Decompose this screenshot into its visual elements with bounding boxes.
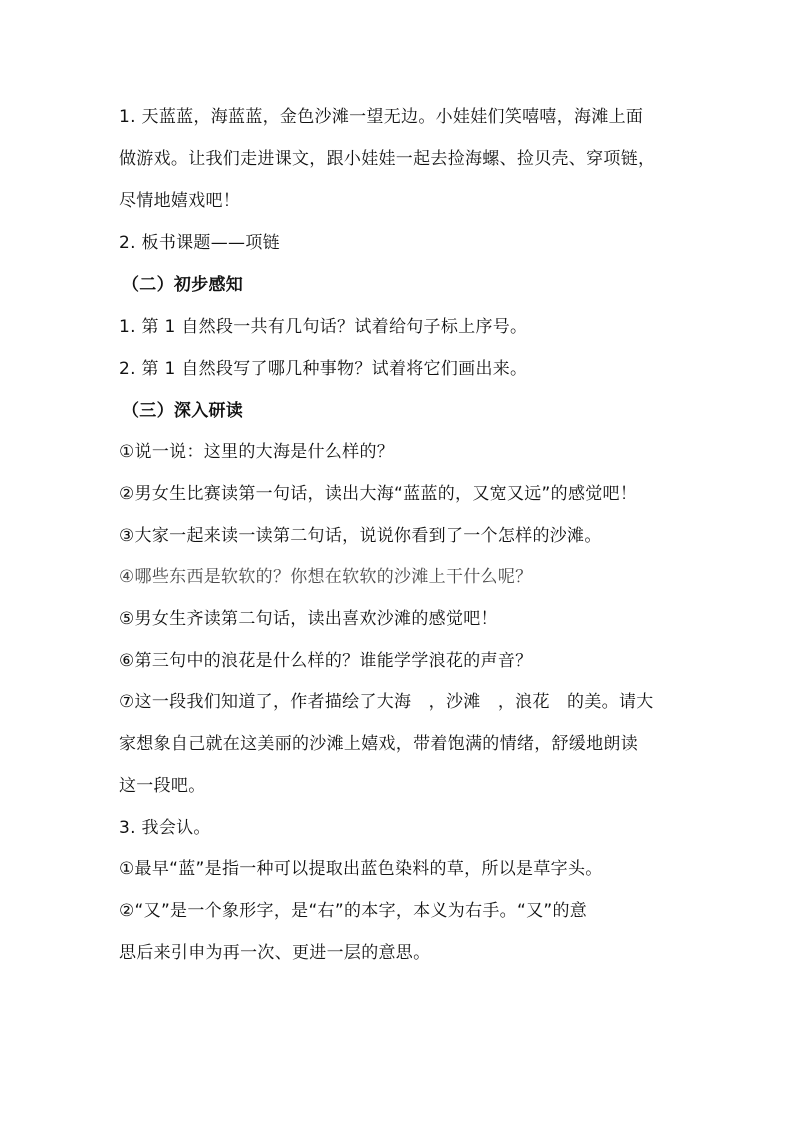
step-1-line: ①说一说：这里的大海是什么样的？ [119, 442, 395, 462]
question-line-1: 1. 第 1 自然段一共有几句话？试着给句子标上序号。 [119, 317, 528, 337]
step-6-line: ⑥第三句中的浪花是什么样的？谁能学学浪花的声音？ [119, 651, 533, 671]
recognize-heading-line: 3. 我会认。 [119, 818, 211, 838]
intro-paragraph-line-3: 尽情地嬉戏吧！ [119, 191, 241, 211]
recognize-item-2-line-2: 思后来引申为再一次、更进一层的意思。 [119, 943, 431, 963]
intro-paragraph-line-1: 1. 天蓝蓝，海蓝蓝，金色沙滩一望无边。小娃娃们笑嘻嘻，海滩上面 [119, 107, 644, 127]
step-7-line-1: ⑦这一段我们知道了，作者描绘了大海 ，沙滩 ，浪花 的美。请大 [119, 692, 654, 712]
intro-paragraph-line-2: 做游戏。让我们走进课文，跟小娃娃一起去捡海螺、捡贝壳、穿项链， [119, 149, 656, 169]
step-2-line: ②男女生比赛读第一句话，读出大海“蓝蓝的，又宽又远”的感觉吧！ [119, 484, 638, 504]
question-line-2: 2. 第 1 自然段写了哪几种事物？试着将它们画出来。 [119, 359, 528, 379]
step-7-line-3: 这一段吧。 [119, 776, 206, 796]
step-5-line: ⑤男女生齐读第二句话，读出喜欢沙滩的感觉吧！ [119, 609, 498, 629]
section-heading-initial-perception: （二）初步感知 [122, 275, 244, 295]
section-heading-deep-reading: （三）深入研读 [122, 401, 244, 421]
step-7-line-2: 家想象自己就在这美丽的沙滩上嬉戏，带着饱满的情绪，舒缓地朗读 [119, 734, 638, 754]
step-3-line: ③大家一起来读一读第二句话，说说你看到了一个怎样的沙滩。 [119, 526, 602, 546]
recognize-item-1-line: ①最早“蓝”是指一种可以提取出蓝色染料的草，所以是草字头。 [119, 859, 603, 879]
board-title-line: 2. 板书课题——项链 [119, 233, 280, 253]
step-4-line: ④哪些东西是软软的？你想在软软的沙滩上干什么呢？ [119, 567, 533, 587]
recognize-item-2-line-1: ②“又”是一个象形字，是“右”的本字，本义为右手。“又”的意 [119, 901, 588, 921]
